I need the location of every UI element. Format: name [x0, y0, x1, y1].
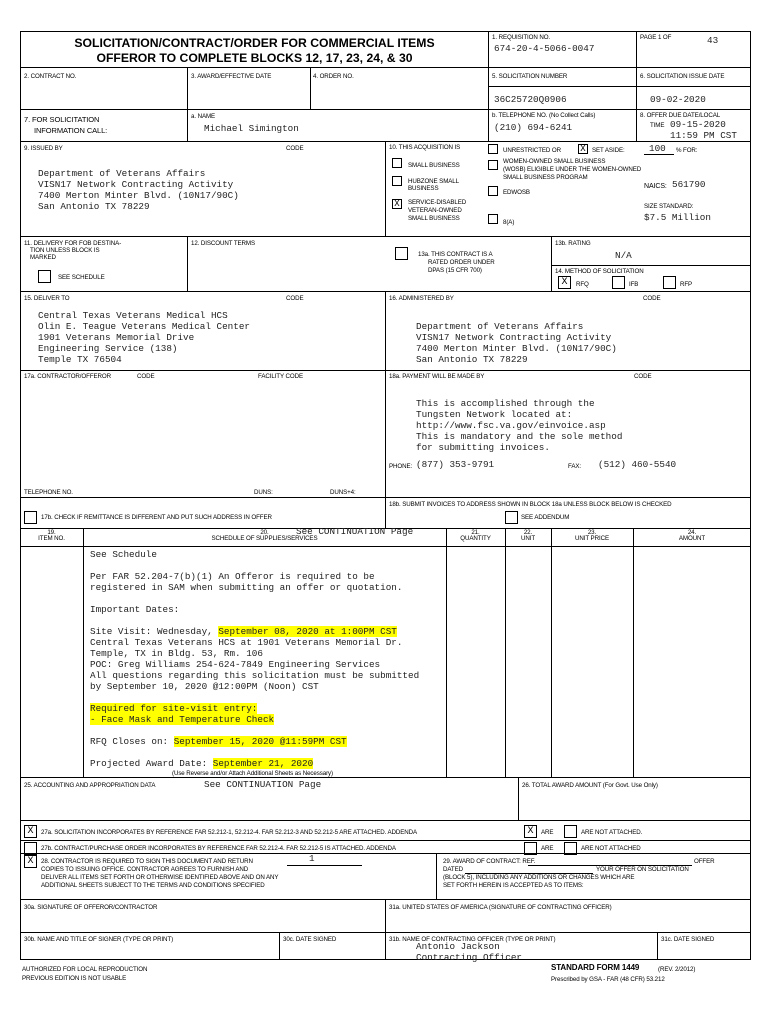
eight-a-checkbox[interactable] — [488, 214, 498, 224]
addendum-label: SEE ADDENDUM — [521, 514, 570, 521]
info-call-label-2: INFORMATION CALL: — [34, 126, 108, 135]
contracting-officer-label: 31b. NAME OF CONTRACTING OFFICER (TYPE OR PRINT) — [389, 936, 556, 943]
unrestricted-checkbox[interactable] — [488, 144, 498, 154]
percent-for-label: % FOR: — [676, 147, 698, 154]
addendum-checkbox[interactable] — [505, 511, 518, 524]
info-call-label-1: 7. FOR SOLICITATION — [24, 115, 100, 124]
page-label: PAGE 1 OF — [640, 34, 672, 41]
ifb-checkbox[interactable] — [612, 276, 625, 289]
naics-code[interactable]: 561790 — [672, 179, 706, 190]
administered-by-line: San Antonio TX 78229 — [416, 354, 528, 365]
signature-30a-label: 30a. SIGNATURE OF OFFEROR/CONTRACTOR — [24, 904, 158, 911]
hubzone-label-1: HUBZONE SMALL — [408, 178, 459, 185]
27a-are-checkbox[interactable]: X — [524, 825, 537, 838]
rating-value[interactable]: N/A — [615, 250, 632, 261]
col23-num: 23. — [587, 529, 597, 536]
27b-are-not-label: ARE NOT ATTACHED — [581, 845, 641, 852]
rfq-label: RFQ — [576, 281, 589, 288]
deliver-to-line: Temple TX 76504 — [38, 354, 122, 365]
administered-by-line: Department of Veterans Affairs — [416, 321, 584, 332]
rfq-close-line — [90, 736, 347, 747]
issued-by-code-label: CODE — [286, 145, 304, 152]
issue-date-label: 6. SOLICITATION ISSUE DATE — [640, 73, 725, 80]
rfp-label: RFP — [680, 281, 693, 288]
col22-header: UNIT — [520, 535, 536, 542]
edwosb-checkbox[interactable] — [488, 186, 498, 196]
site-visit-prefix: Site Visit: Wednesday, — [90, 626, 219, 637]
rated-label-1: 13a. THIS CONTRACT IS A — [418, 251, 493, 258]
projected-award-date: September 21, 2020 — [212, 758, 314, 769]
administered-by-code-label: CODE — [643, 295, 661, 302]
discount-terms-label: 12. DISCOUNT TERMS — [191, 240, 255, 247]
wosb-label-1: WOMEN-OWNED SMALL BUSINESS — [503, 158, 606, 165]
site-detail-line: POC: Greg Williams 254-624-7849 Engineering Services — [90, 659, 381, 670]
footer-authorized: AUTHORIZED FOR LOCAL REPRODUCTION — [22, 966, 148, 973]
wosb-label-3: SMALL BUSINESS PROGRAM — [503, 174, 588, 181]
due-label-2: TIME — [650, 122, 665, 129]
28-line4: ADDITIONAL SHEETS SUBJECT TO THE TERMS AND CONDITIONS SPECIFIED — [41, 882, 265, 889]
hubzone-label-2: BUSINESS — [408, 185, 439, 192]
27b-label: 27b. CONTRACT/PURCHASE ORDER INCORPORATES BY REFERENCE FAR 52.212-4. FAR 52.212-5 IS ATTACHED. ADDENDA — [41, 845, 396, 852]
29-offer: OFFER — [694, 858, 715, 865]
small-business-label: SMALL BUSINESS — [408, 162, 460, 169]
site-visit-line — [90, 626, 397, 637]
contractor-code-label: CODE — [137, 373, 155, 380]
entry-requirement-line: - Face Mask and Temperature Check — [90, 714, 275, 725]
administered-by-line: VISN17 Network Contracting Activity — [416, 332, 612, 343]
set-aside-percent[interactable]: 100 — [649, 143, 666, 154]
award-date-prefix: Projected Award Date: — [90, 758, 213, 769]
rated-label-2: RATED ORDER UNDER — [428, 259, 495, 266]
total-award-label: 26. TOTAL AWARD AMOUNT (For Govt. Use Only) — [522, 782, 658, 789]
rfq-close-date: September 15, 2020 @11:59PM CST — [173, 736, 347, 747]
col21-num: 21. — [471, 529, 480, 536]
footer-form-rev: (REV. 2/2012) — [658, 966, 696, 973]
method-label: 14. METHOD OF SOLICITATION — [555, 268, 644, 275]
requisition-no[interactable]: 674-20-4-5066-0047 — [494, 43, 595, 54]
telephone-label: TELEPHONE NO. — [24, 489, 73, 496]
due-label-1: 8. OFFER DUE DATE/LOCAL — [640, 112, 721, 119]
contractor-label: 17a. CONTRACTOR/OFFEROR — [24, 373, 111, 380]
28-line3: DELIVER ALL ITEMS SET FORTH OR OTHERWISE IDENTIFIED ABOVE AND ON ANY — [41, 874, 279, 881]
issue-date[interactable]: 09-02-2020 — [650, 94, 706, 105]
unrestricted-label: UNRESTRICTED OR — [503, 147, 561, 154]
administered-by-label: 16. ADMINISTERED BY — [389, 295, 454, 302]
col24-num: 24. — [687, 529, 697, 536]
solicitation-number[interactable]: 36C25720Q0906 — [494, 94, 567, 105]
contract-no-label: 2. CONTRACT NO. — [24, 73, 77, 80]
submit-invoices-label: 18b. SUBMIT INVOICES TO ADDRESS SHOWN IN BLOCK 18a UNLESS BLOCK BELOW IS CHECKED — [389, 501, 672, 508]
delivery-label-1: 11. DELIVERY FOR FOB DESTINA- — [24, 240, 122, 247]
issued-by-label: 9. ISSUED BY — [24, 145, 63, 152]
rated-label-3: DPAS (15 CFR 700) — [428, 267, 482, 274]
site-detail-line: Central Texas Veterans HCS at 1901 Veterans Memorial Dr. — [90, 637, 403, 648]
facility-code-label: FACILITY CODE — [258, 373, 304, 380]
payment-label: 18a. PAYMENT WILL BE MADE BY — [389, 373, 485, 380]
name-label: a. NAME — [191, 113, 216, 120]
signer-name-label: 30b. NAME AND TITLE OF SIGNER (TYPE OR PRINT) — [24, 936, 174, 943]
size-standard-label: SIZE STANDARD: — [644, 203, 694, 210]
phone-label: b. TELEPHONE NO. (No Collect Calls) — [492, 112, 596, 119]
schedule-far-line: Per FAR 52.204-7(b)(1) An Offeror is required to be — [90, 571, 375, 582]
29-line3: (BLOCK 5), INCLUDING ANY ADDITIONS OR CHANGES WHICH ARE — [443, 874, 635, 881]
payment-phone-label: PHONE: — [389, 463, 413, 470]
27b-are-label: ARE — [541, 845, 554, 852]
payment-text: for submitting invoices. — [416, 442, 550, 453]
deliver-to-line: Olin E. Teague Veterans Medical Center — [38, 321, 251, 332]
offer-due-time[interactable]: 11:59 PM CST — [670, 130, 737, 141]
issued-by-line: San Antonio TX 78229 — [38, 201, 150, 212]
form-title-line2: OFFEROR TO COMPLETE BLOCKS 12, 17, 23, 24, & 30 — [96, 51, 413, 65]
signer-date-label: 30c. DATE SIGNED — [283, 936, 337, 943]
rated-order-checkbox[interactable] — [395, 247, 408, 260]
footer-prescribed: Prescribed by GSA - FAR (48 CFR) 53.212 — [551, 976, 665, 983]
reverse-note: (Use Reverse and/or Attach Additional Sheets as Necessary) — [171, 770, 333, 777]
contact-name[interactable]: Michael Simington — [204, 123, 299, 134]
site-visit-date: September 08, 2020 at 1:00PM CST — [218, 626, 397, 637]
col22-num: 22. — [523, 529, 533, 536]
site-detail-line: Temple, TX in Bldg. 53, Rm. 106 — [90, 648, 263, 659]
acquisition-label: 10. THIS ACQUISITION IS — [389, 144, 461, 151]
hubzone-checkbox[interactable] — [392, 176, 402, 186]
payment-fax-label: FAX: — [568, 463, 582, 470]
col24-header: AMOUNT — [678, 535, 706, 542]
deliver-to-code-label: CODE — [286, 295, 304, 302]
duns-label: DUNS: — [254, 489, 273, 496]
27a-are-label: ARE — [541, 829, 554, 836]
footer-previous: PREVIOUS EDITION IS NOT USABLE — [22, 975, 127, 982]
offer-due-date[interactable]: 09-15-2020 — [670, 119, 726, 130]
signature-31a-label: 31a. UNITED STATES OF AMERICA (SIGNATURE OF CONTRACTING OFFICER) — [389, 904, 612, 911]
payment-code-label: CODE — [634, 373, 652, 380]
solicitation-no-label: 5. SOLICITATION NUMBER — [492, 73, 568, 80]
issued-by-line: VISN17 Network Contracting Activity — [38, 179, 234, 190]
payment-text: This is mandatory and the sole method — [416, 431, 623, 442]
edwosb-label: EDWOSB — [503, 189, 530, 196]
contact-phone[interactable]: (210) 694-6241 — [494, 122, 573, 133]
small-business-checkbox[interactable] — [392, 158, 402, 168]
see-schedule-label: SEE SCHEDULE — [58, 274, 105, 281]
27a-are-not-checkbox[interactable] — [564, 825, 577, 838]
form-title-line1: SOLICITATION/CONTRACT/ORDER FOR COMMERCIAL ITEMS — [74, 36, 435, 50]
officer-date-label: 31c. DATE SIGNED — [661, 936, 715, 943]
sdvosb-label-2: VETERAN-OWNED — [408, 207, 462, 214]
payment-text: Tungsten Network located at: — [416, 409, 573, 420]
col21-header: QUANTITY — [460, 535, 491, 542]
28-checkbox[interactable]: X — [24, 855, 37, 868]
col19-num: 19. — [47, 529, 56, 536]
set-aside-checkbox[interactable]: X — [578, 144, 588, 154]
see-schedule-checkbox[interactable] — [38, 270, 51, 283]
rfq-checkbox[interactable]: X — [558, 276, 571, 289]
deliver-to-line: 1901 Veterans Memorial Drive — [38, 332, 195, 343]
accounting-label: 25. ACCOUNTING AND APPROPRIATION DATA — [24, 782, 156, 789]
award-date-line — [90, 758, 313, 769]
remittance-checkbox[interactable] — [24, 511, 37, 524]
27a-are-not-label: ARE NOT ATTACHED. — [581, 829, 643, 836]
payment-fax[interactable]: (512) 460-5540 — [598, 459, 677, 470]
sdvosb-label-3: SMALL BUSINESS — [408, 215, 460, 222]
col19-header: ITEM NO. — [38, 535, 65, 542]
set-aside-label: SET ASIDE: — [592, 147, 625, 154]
footer-form-name: STANDARD FORM 1449 — [551, 963, 640, 972]
rfp-checkbox[interactable] — [663, 276, 676, 289]
deliver-to-label: 15. DELIVER TO — [24, 295, 70, 302]
schedule-important: Important Dates: — [90, 604, 180, 615]
contracting-officer-title: Contracting Officer — [416, 952, 523, 963]
28-line1: 28. CONTRACTOR IS REQUIRED TO SIGN THIS DOCUMENT AND RETURN — [41, 858, 253, 865]
schedule-far-line: registered in SAM when submitting an offer or quotation. — [90, 582, 403, 593]
accounting-value: See CONTINUATION Page — [204, 779, 322, 790]
award-date-label: 3. AWARD/EFFECTIVE DATE — [191, 73, 272, 80]
schedule-see-schedule: See Schedule — [90, 549, 157, 560]
naics-label: NAICS: — [644, 183, 667, 190]
28-copies[interactable]: 1 — [309, 853, 315, 864]
payment-text: http://www.fsc.va.gov/einvoice.asp — [416, 420, 606, 431]
ifb-label: IFB — [629, 281, 639, 288]
size-standard[interactable]: $7.5 Million — [644, 212, 711, 223]
29-line1: 29. AWARD OF CONTRACT: REF. — [443, 858, 536, 865]
remittance-label: 17b. CHECK IF REMITTANCE IS DIFFERENT AND PUT SUCH ADDRESS IN OFFER — [41, 514, 272, 521]
rfq-close-prefix: RFQ Closes on: — [90, 736, 174, 747]
page-total: 43 — [707, 35, 719, 46]
administered-by-line: 7400 Merton Minter Blvd. (10N17/90C) — [416, 343, 617, 354]
deliver-to-line: Engineering Service (138) — [38, 343, 178, 354]
delivery-label-3: MARKED — [30, 254, 56, 261]
28-line2: COPIES TO ISSUING OFFICE. CONTRACTOR AGREES TO FURNISH AND — [41, 866, 249, 873]
contracting-officer-name: Antonio Jackson — [416, 941, 500, 952]
col20-continuation: See CONTINUATION Page — [296, 526, 414, 537]
sdvosb-checkbox[interactable]: X — [392, 199, 402, 209]
29-dated: DATED — [443, 866, 464, 873]
payment-text: This is accomplished through the — [416, 398, 595, 409]
site-detail-line: All questions regarding this solicitation must be submitted — [90, 670, 420, 681]
issued-by-line: Department of Veterans Affairs — [38, 168, 206, 179]
duns4-label: DUNS+4: — [330, 489, 356, 496]
wosb-label-2: (WOSB) ELIGIBLE UNDER THE WOMEN-OWNED — [503, 166, 642, 173]
sdvosb-label-1: SERVICE-DISABLED — [408, 199, 467, 206]
issued-by-line: 7400 Merton Minter Blvd. (10N17/90C) — [38, 190, 239, 201]
order-no-label: 4. ORDER NO. — [313, 73, 354, 80]
col23-header: UNIT PRICE — [575, 535, 609, 542]
27a-checkbox[interactable]: X — [24, 825, 37, 838]
requisition-label: 1. REQUISITION NO. — [492, 34, 551, 41]
29-line4: SET FORTH HEREIN IS ACCEPTED AS TO ITEMS: — [443, 882, 584, 889]
col20-header: SCHEDULE OF SUPPLIES/SERVICES — [211, 535, 318, 542]
col20-num: 20. — [260, 529, 269, 536]
wosb-checkbox[interactable] — [488, 160, 498, 170]
29-your-offer: YOUR OFFER ON SOLICITATION — [596, 866, 689, 873]
payment-phone[interactable]: (877) 353-9791 — [416, 459, 495, 470]
rating-label: 13b. RATING — [555, 240, 591, 247]
site-detail-line: by September 10, 2020 @12:00PM (Noon) CST — [90, 681, 319, 692]
27a-label: 27a. SOLICITATION INCORPORATES BY REFERENCE FAR 52.212-1, 52.212-4. FAR 52.212-3 AND 52.212-5 ARE ATTACHED. ADDENDA — [41, 829, 418, 836]
eight-a-label: 8(A) — [503, 219, 515, 226]
deliver-to-line: Central Texas Veterans Medical HCS — [38, 310, 228, 321]
entry-requirement-line: Required for site-visit entry: — [90, 703, 258, 714]
delivery-label-2: TION UNLESS BLOCK IS — [30, 247, 100, 254]
